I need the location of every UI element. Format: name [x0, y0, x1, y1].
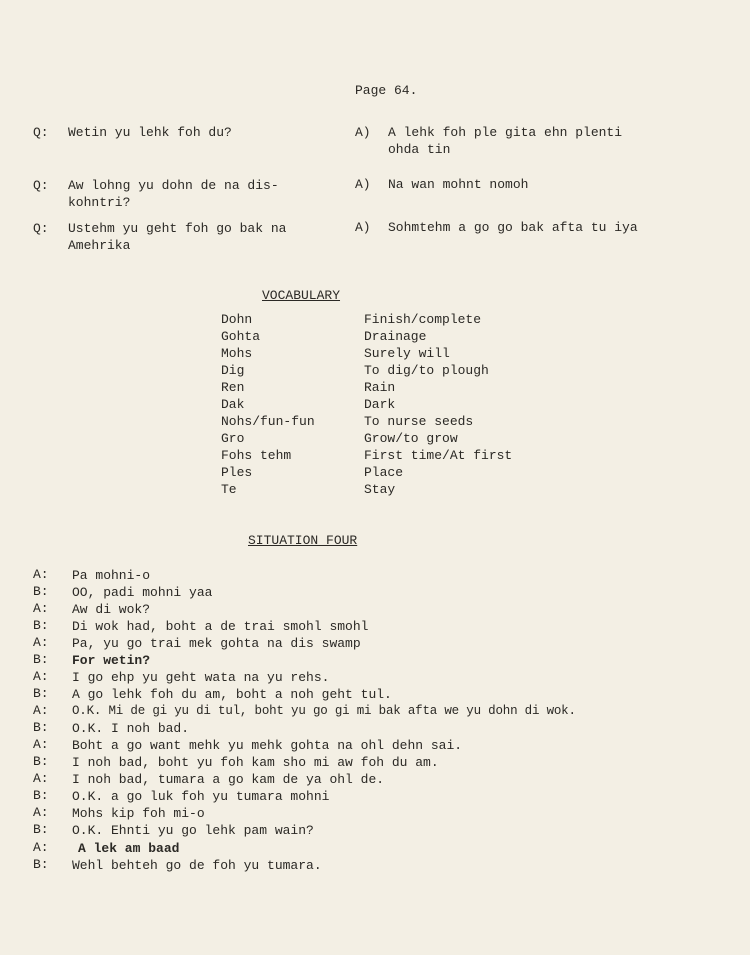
question-label: Q: — [33, 125, 49, 140]
dialogue-speaker: B: — [33, 822, 49, 837]
dialogue-line: Pa, yu go trai mek gohta na dis swamp — [72, 636, 361, 651]
vocab-meaning: To nurse seeds — [364, 414, 474, 429]
vocab-word: Nohs/fun-fun — [221, 414, 315, 429]
dialogue-speaker: A: — [33, 703, 49, 718]
answer-text: Na wan mohnt nomoh — [388, 177, 529, 192]
vocabulary-heading: VOCABULARY — [262, 288, 341, 303]
dialogue-speaker: B: — [33, 584, 49, 599]
vocab-word: Ren — [221, 380, 245, 395]
dialogue-line: A go lehk foh du am, boht a noh geht tul. — [72, 687, 392, 702]
vocab-word: Dig — [221, 363, 245, 378]
vocab-meaning: Stay — [364, 482, 396, 497]
dialogue-line: Aw di wok? — [72, 602, 151, 617]
vocab-meaning: Drainage — [364, 329, 427, 344]
page-number: Page 64. — [355, 83, 418, 98]
question-text: Wetin yu lehk foh du? — [68, 125, 232, 140]
dialogue-line: Mohs kip foh mi-o — [72, 806, 205, 821]
dialogue-line: For wetin? — [72, 653, 151, 668]
vocab-meaning: To dig/to plough — [364, 363, 489, 378]
vocab-meaning: First time/At first — [364, 448, 513, 463]
vocab-meaning: Surely will — [364, 346, 450, 361]
vocab-meaning: Rain — [364, 380, 396, 395]
dialogue-line: Di wok had, boht a de trai smohl smohl — [72, 619, 369, 634]
answer-text: ohda tin — [388, 142, 451, 157]
dialogue-speaker: A: — [33, 737, 49, 752]
dialogue-line: O.K. Mi de gi yu di tul, boht yu go gi mi bak afta we yu dohn di wok. — [72, 704, 576, 718]
dialogue-line: Boht a go want mehk yu mehk gohta na ohl dehn sai. — [72, 738, 463, 753]
question-text: Ustehm yu geht foh go bak na — [68, 221, 287, 236]
dialogue-line: Wehl behteh go de foh yu tumara. — [72, 858, 322, 873]
dialogue-speaker: B: — [33, 686, 49, 701]
answer-label: A) — [355, 125, 371, 140]
vocab-word: Dak — [221, 397, 245, 412]
dialogue-speaker: A: — [33, 601, 49, 616]
dialogue-line: A lek am baad — [78, 841, 180, 856]
dialogue-line: O.K. Ehnti yu go lehk pam wain? — [72, 823, 314, 838]
question-text: Amehrika — [68, 238, 131, 253]
dialogue-line: I noh bad, tumara a go kam de ya ohl de. — [72, 772, 385, 787]
dialogue-line: O.K. a go luk foh yu tumara mohni — [72, 789, 330, 804]
vocab-meaning: Grow/to grow — [364, 431, 458, 446]
dialogue-speaker: A: — [33, 840, 49, 855]
dialogue-line: I noh bad, boht yu foh kam sho mi aw foh du am. — [72, 755, 439, 770]
dialogue-speaker: A: — [33, 669, 49, 684]
dialogue-line: O.K. I noh bad. — [72, 721, 190, 736]
answer-label: A) — [355, 220, 371, 235]
question-text: kohntri? — [68, 195, 131, 210]
vocab-word: Gro — [221, 431, 245, 446]
dialogue-speaker: A: — [33, 567, 49, 582]
dialogue-speaker: A: — [33, 805, 49, 820]
answer-text: Sohmtehm a go go bak afta tu iya — [388, 220, 638, 235]
question-label: Q: — [33, 221, 49, 236]
dialogue-speaker: B: — [33, 652, 49, 667]
dialogue-speaker: A: — [33, 771, 49, 786]
question-label: Q: — [33, 178, 49, 193]
dialogue-line: I go ehp yu geht wata na yu rehs. — [72, 670, 330, 685]
question-text: Aw lohng yu dohn de na dis- — [68, 178, 279, 193]
dialogue-line: OO, padi mohni yaa — [72, 585, 213, 600]
vocab-word: Gohta — [221, 329, 261, 344]
dialogue-speaker: B: — [33, 754, 49, 769]
vocab-word: Dohn — [221, 312, 253, 327]
dialogue-speaker: B: — [33, 788, 49, 803]
dialogue-speaker: B: — [33, 618, 49, 633]
vocab-meaning: Finish/complete — [364, 312, 482, 327]
vocab-meaning: Place — [364, 465, 404, 480]
dialogue-speaker: B: — [33, 857, 49, 872]
answer-text: A lehk foh ple gita ehn plenti — [388, 125, 623, 140]
dialogue-speaker: B: — [33, 720, 49, 735]
vocab-word: Ples — [221, 465, 253, 480]
vocab-word: Mohs — [221, 346, 253, 361]
vocab-meaning: Dark — [364, 397, 396, 412]
dialogue-line: Pa mohni-o — [72, 568, 151, 583]
answer-label: A) — [355, 177, 371, 192]
dialogue-speaker: A: — [33, 635, 49, 650]
situation-heading: SITUATION FOUR — [248, 533, 358, 548]
vocab-word: Te — [221, 482, 237, 497]
vocab-word: Fohs tehm — [221, 448, 292, 463]
